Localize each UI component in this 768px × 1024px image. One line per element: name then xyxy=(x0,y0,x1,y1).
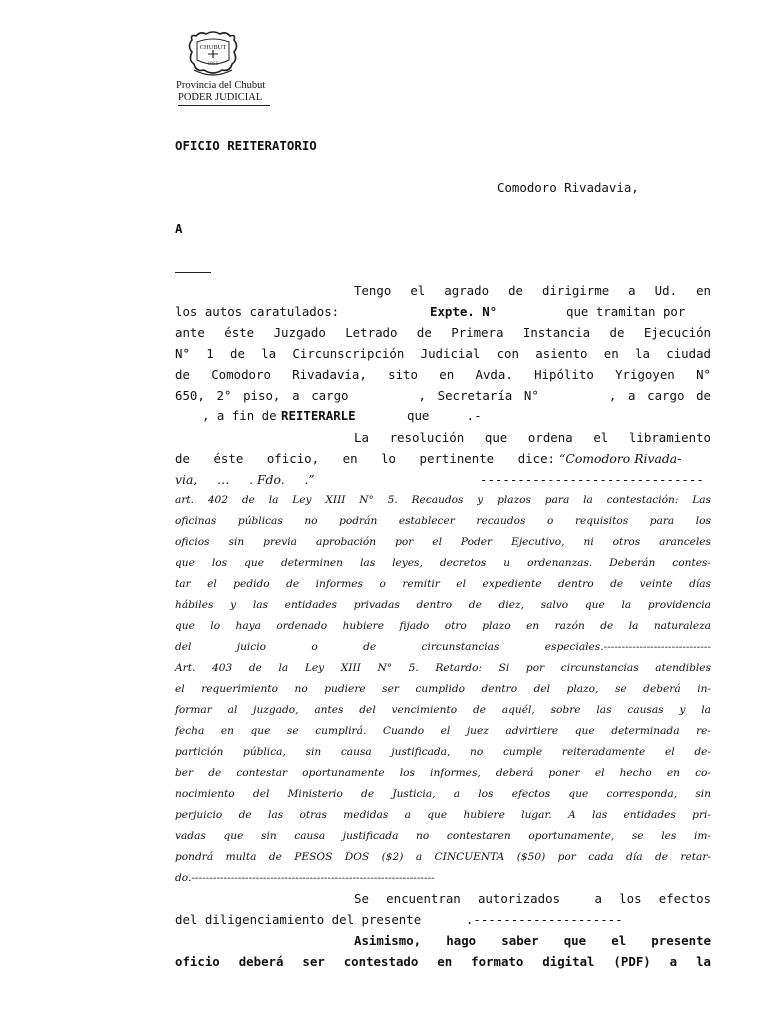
p3-line-2: del diligenciamiento del presente .-------------------- xyxy=(175,912,623,927)
addressee: A xyxy=(175,221,183,236)
art402-line: del juicio o de circunstancias especiales.------------------------------ xyxy=(175,641,711,653)
art403-line: perjuicio de las otras medidas a que hubiere lugar. A las entidades pri- xyxy=(175,809,711,821)
art402-line: que lo haya ordenado hubiere fijado otro plazo en razón de la naturaleza xyxy=(175,620,711,632)
art403-line: partición pública, sin causa justificada, no cumple reiteradamente el de- xyxy=(175,746,711,758)
art402-line: hábiles y las entidades privadas dentro de diez, salvo que la providencia xyxy=(175,599,711,611)
p1-line-2a: los autos caratulados: xyxy=(175,304,340,319)
letterhead-underline xyxy=(178,105,270,106)
province-name: Provincia del Chubut xyxy=(176,80,266,91)
p3-line-1: Se encuentran autorizados a los efectos xyxy=(354,891,711,906)
svg-text:1955: 1955 xyxy=(207,61,219,67)
p4-line-1: Asimismo, hago saber que el presente xyxy=(354,933,711,948)
p1-line-1: Tengo el agrado de dirigirme a Ud. en xyxy=(354,283,711,298)
art403-line: do.-------------------------------------------------------------------- xyxy=(175,872,435,884)
p1-line-6: 650, 2° piso, a cargo , Secretaría N° , a cargo de xyxy=(175,388,711,403)
art403-line: formar al juzgado, antes del vencimiento de aquél, sobre las causas y la xyxy=(175,704,711,716)
provincial-seal-icon xyxy=(186,30,240,78)
p1-line-5: de Comodoro Rivadavia, sito en Avda. Hipólito Yrigoyen N° xyxy=(175,367,711,382)
art402-line: que los que determinen las leyes, decretos u ordenanzas. Deberán contes- xyxy=(175,557,711,569)
p1-line-4: N° 1 de la Circunscripción Judicial con asiento en la ciudad xyxy=(175,346,711,361)
art402-line: oficinas públicas no podrán establecer recaudos o requisitos para los xyxy=(175,515,711,527)
art402-line: oficios sin previa aprobación por el Poder Ejecutivo, ni otros aranceles xyxy=(175,536,711,548)
art403-line: Art. 403 de la Ley XIII N° 5. Retardo: Si por circunstancias atendibles xyxy=(175,662,711,674)
p1-line-2c: que tramitan por xyxy=(566,304,686,319)
reiterarle-keyword: REITERARLE xyxy=(281,408,356,423)
p1-line-3: ante éste Juzgado Letrado de Primera Instancia de Ejecución xyxy=(175,325,711,340)
p1-line-7c: que .- xyxy=(407,408,482,423)
p2-line-2: de éste oficio, en lo pertinente dice: xyxy=(175,451,555,466)
art403-line: fecha en que se cumplirá. Cuando el juez advirtiere que determinada re- xyxy=(175,725,711,737)
judicial-branch-name: PODER JUDICIAL xyxy=(178,92,263,103)
art402-line: tar el pedido de informes o remitir el expediente dentro de veinte días xyxy=(175,578,711,590)
art403-line: vadas que sin causa justificada no contestaren oportunamente, se les im- xyxy=(175,830,711,842)
p4-line-2: oficio deberá ser contestado en formato digital (PDF) a la xyxy=(175,954,711,969)
art402-line: art. 402 de la Ley XIII N° 5. Recaudos y plazos para la contestación: Las xyxy=(175,494,711,506)
svg-text:CHUBUT: CHUBUT xyxy=(199,44,227,51)
document-title: OFICIO REITERATORIO xyxy=(175,138,317,153)
p2-dash-fill: ------------------------------ xyxy=(480,472,704,487)
p2-quote-end: via, … . Fdo. .” xyxy=(175,472,315,487)
p2-quote-start: “Comodoro Rivada- xyxy=(559,451,682,466)
expediente-label: Expte. N° xyxy=(430,304,498,319)
art403-line: nocimiento del Ministerio de Justicia, a los efectos que corresponda, sin xyxy=(175,788,711,800)
art403-line: ber de contestar oportunamente los informes, deberá poner el hecho en co- xyxy=(175,767,711,779)
art403-line: pondrá multa de PESOS DOS ($2) a CINCUENTA ($50) por cada día de retar- xyxy=(175,851,711,863)
p2-line-1: La resolución que ordena el libramiento xyxy=(354,430,711,445)
p1-line-7a: , a fin de xyxy=(202,408,277,423)
art403-line: el requerimiento no pudiere ser cumplido dentro del plazo, se deberá in- xyxy=(175,683,711,695)
place-date: Comodoro Rivadavia, xyxy=(497,180,639,195)
addressee-blank-line xyxy=(175,272,211,273)
